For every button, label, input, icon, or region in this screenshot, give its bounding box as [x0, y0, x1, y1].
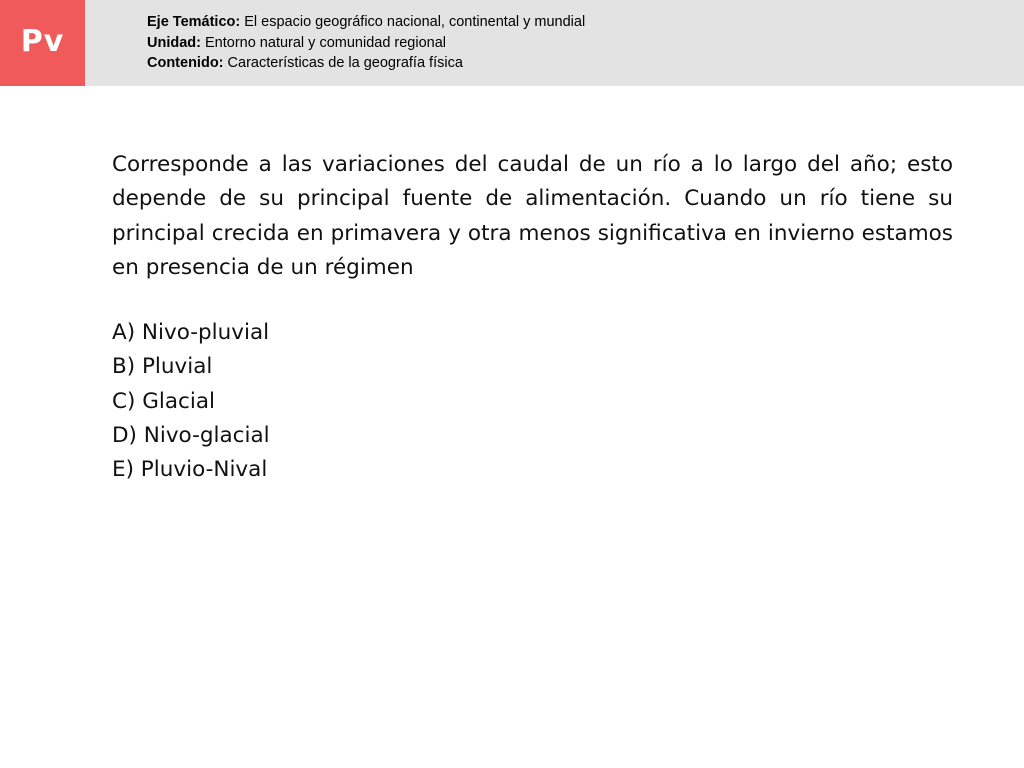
question-block [112, 148, 953, 488]
option-c: C) Glacial [112, 388, 215, 414]
topic-axis-value: El espacio geográfico nacional, continental y mundial [240, 14, 586, 30]
content-label: Contenido: [147, 55, 224, 71]
content-value: Características de la geografía física [223, 55, 463, 71]
question-text: Corresponde a las variaciones del caudal de un río a lo largo del año; esto depende de su principal fuente de alimentación. Cuando un río tiene su principal crecida en primavera y otra menos significativa en invierno estamos en presencia de un régimen [112, 152, 953, 280]
logo-text: Pv [20, 23, 65, 59]
option-a: A) Nivo-pluvial [112, 320, 270, 346]
unit-line [147, 33, 585, 54]
content-line [147, 53, 585, 74]
option-e: E) Pluvio-Nival [112, 457, 268, 483]
unit-label: Unidad: [147, 34, 201, 51]
header-bar [0, 0, 1024, 86]
option-b: B) Pluvial [112, 354, 213, 380]
topic-axis-label: Eje Temático: [147, 14, 241, 30]
topic-info [147, 12, 585, 74]
answer-options [112, 316, 953, 487]
logo-badge [0, 0, 85, 86]
unit-value: Entorno natural y comunidad regional [200, 34, 447, 51]
topic-axis-line [147, 12, 585, 33]
option-d: D) Nivo-glacial [112, 423, 270, 449]
